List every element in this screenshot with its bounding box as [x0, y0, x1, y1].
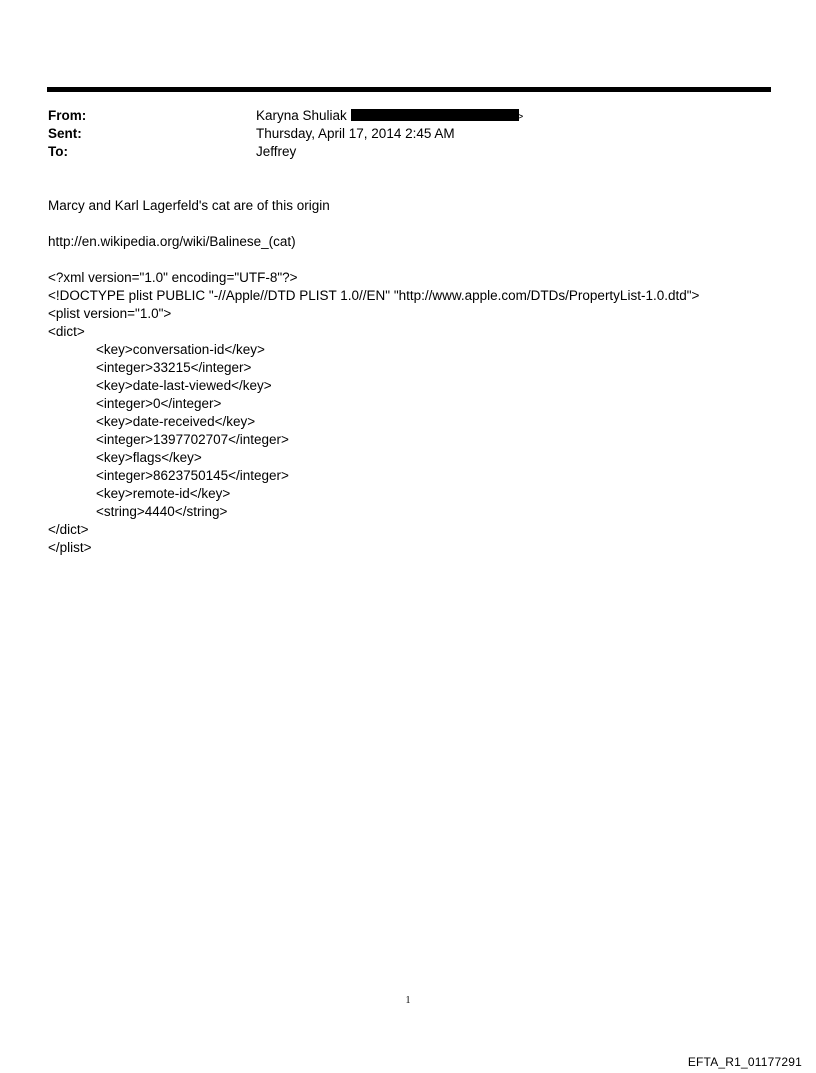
header-divider: [47, 87, 771, 92]
from-value: [256, 107, 523, 126]
redaction-tail: >: [516, 111, 524, 123]
from-label: From:: [48, 108, 87, 123]
xml-line: <key>conversation-id</key>: [96, 342, 265, 357]
to-label: To:: [48, 144, 68, 159]
sent-label: Sent:: [48, 126, 82, 141]
xml-line: <key>date-last-viewed</key>: [96, 378, 272, 393]
xml-line: </dict>: [48, 522, 89, 537]
bates-number: EFTA_R1_01177291: [687, 1055, 802, 1069]
to-row: [48, 143, 768, 161]
from-row: [48, 107, 768, 125]
wikipedia-link[interactable]: http://en.wikipedia.org/wiki/Balinese_(cat): [48, 234, 296, 249]
xml-line: <key>remote-id</key>: [96, 486, 231, 501]
xml-plist-block: [48, 269, 788, 557]
body-paragraph: Marcy and Karl Lagerfeld's cat are of this origin: [48, 198, 330, 213]
sent-value: Thursday, April 17, 2014 2:45 AM: [256, 126, 455, 141]
xml-line: <!DOCTYPE plist PUBLIC "-//Apple//DTD PLIST 1.0//EN" "http://www.apple.com/DTDs/PropertyList-1.0.dtd">: [48, 288, 700, 303]
redaction-block: [351, 109, 519, 121]
page-number: 1: [405, 995, 411, 1006]
xml-line: <integer>8623750145</integer>: [96, 468, 289, 483]
xml-line: <dict>: [48, 324, 85, 339]
email-body: [48, 197, 788, 557]
xml-line: <integer>0</integer>: [96, 396, 222, 411]
to-value: Jeffrey: [256, 144, 297, 159]
xml-line: <key>date-received</key>: [96, 414, 256, 429]
xml-line: <?xml version="1.0" encoding="UTF-8"?>: [48, 270, 298, 285]
email-header: [48, 107, 768, 161]
xml-line: <key>flags</key>: [96, 450, 202, 465]
xml-line: </plist>: [48, 540, 92, 555]
sender-name: Karyna Shuliak: [256, 108, 347, 123]
xml-line: <string>4440</string>: [96, 504, 228, 519]
xml-line: <integer>33215</integer>: [96, 360, 252, 375]
xml-line: <plist version="1.0">: [48, 306, 172, 321]
xml-line: <integer>1397702707</integer>: [96, 432, 289, 447]
sent-row: [48, 125, 768, 143]
